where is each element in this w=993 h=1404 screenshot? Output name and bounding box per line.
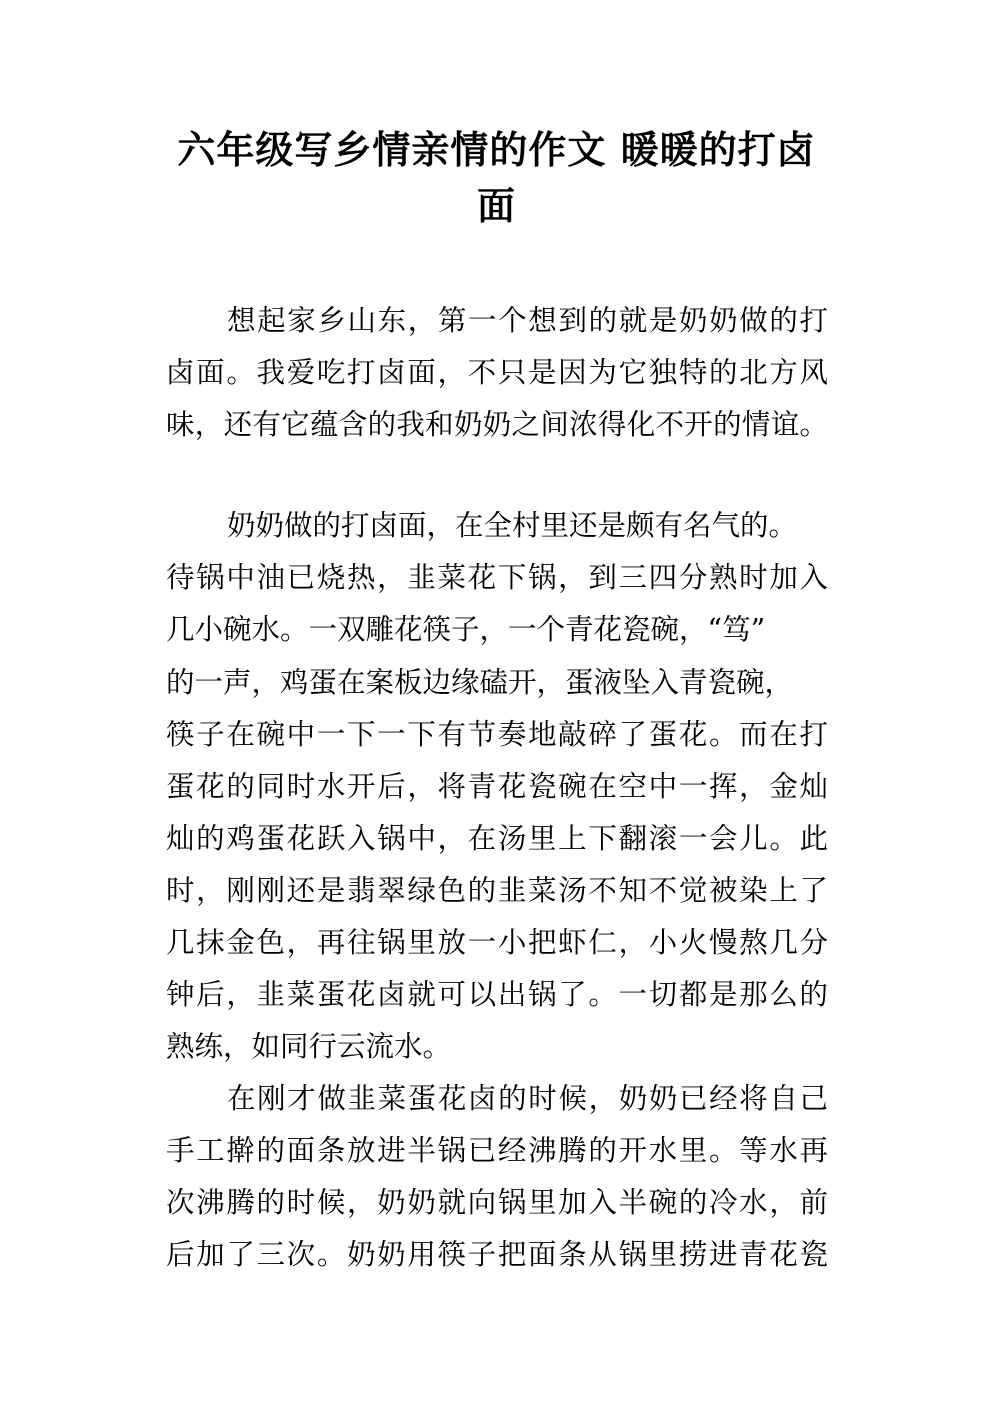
paragraph-2-line-9: 几抹金色，再往锅里放一小把虾仁，小火慢熬几分 — [166, 926, 828, 959]
paragraph-2-line-7: 灿的鸡蛋花跃入锅中，在汤里上下翻滚一会儿。此 — [166, 822, 828, 855]
paragraph-2-line-11: 熟练，如同行云流水。 — [166, 1030, 452, 1063]
paragraph-1-line-1: 想起家乡山东，第一个想到的就是奶奶做的打 — [227, 304, 828, 337]
document-title — [150, 122, 843, 234]
paragraph-3-line-2: 手工擀的面条放进半锅已经沸腾的开水里。等水再 — [166, 1134, 828, 1167]
paragraph-2-line-2: 待锅中油已烧热，韭菜花下锅，到三四分熟时加入 — [166, 561, 828, 594]
paragraph-3-line-1: 在刚才做韭菜蛋花卤的时候，奶奶已经将自己 — [227, 1082, 828, 1115]
paragraph-2-line-5: 筷子在碗中一下一下有节奏地敲碎了蛋花。而在打 — [166, 718, 828, 751]
paragraph-1-line-3: 味，还有它蕴含的我和奶奶之间浓得化不开的情谊。 — [166, 408, 828, 441]
paragraph-2-line-8: 时，刚刚还是翡翠绿色的韭菜汤不知不觉被染上了 — [166, 874, 828, 907]
paragraph-1-line-2: 卤面。我爱吃打卤面，不只是因为它独特的北方风 — [166, 356, 828, 389]
paragraph-3-line-3: 次沸腾的时候，奶奶就向锅里加入半碗的冷水，前 — [166, 1186, 828, 1219]
paragraph-2-line-1: 奶奶做的打卤面，在全村里还是颇有名气的。 — [227, 509, 798, 542]
title-line-2: 面 — [476, 184, 516, 228]
paragraph-2-line-3: 几小碗水。一双雕花筷子，一个青花瓷碗，“笃” — [166, 613, 766, 646]
paragraph-2-line-10: 钟后，韭菜蛋花卤就可以出锅了。一切都是那么的 — [166, 978, 828, 1011]
paragraph-2-line-4: 的一声，鸡蛋在案板边缘磕开，蛋液坠入青瓷碗， — [166, 666, 794, 699]
paragraph-2-line-6: 蛋花的同时水开后，将青花瓷碗在空中一挥，金灿 — [166, 770, 828, 803]
title-line-1: 六年级写乡情亲情的作文 暖暖的打卤 — [177, 128, 816, 172]
paragraph-3-line-4: 后加了三次。奶奶用筷子把面条从锅里捞进青花瓷 — [166, 1238, 828, 1271]
